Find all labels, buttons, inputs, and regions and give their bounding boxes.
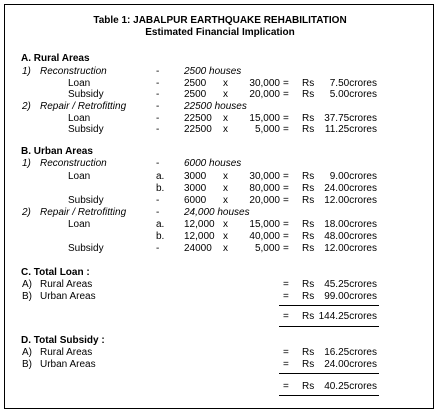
currency: Rs: [302, 381, 315, 392]
table-subtitle: Estimated Financial Implication: [145, 27, 295, 38]
times: x: [223, 195, 228, 206]
item-number: 1): [22, 66, 31, 77]
currency: Rs: [302, 291, 315, 302]
sub-index: b.: [156, 231, 165, 242]
amount: 12.00crores: [324, 195, 377, 206]
rate: 15,000: [249, 113, 280, 124]
dash: -: [156, 124, 160, 135]
amount: 5.00crores: [329, 89, 377, 100]
quantity: 22500: [184, 113, 212, 124]
quantity: 12,000: [184, 231, 215, 242]
times: x: [223, 89, 228, 100]
row-label: Rural Areas: [40, 279, 93, 290]
quantity: 12,000: [184, 219, 215, 230]
quantity: 6000: [184, 195, 207, 206]
equals: =: [283, 195, 289, 206]
amount: 99.00crores: [324, 291, 377, 302]
dash: -: [156, 195, 160, 206]
amount: 11.25crores: [324, 124, 377, 135]
amount: 37.75crores: [324, 113, 377, 124]
times: x: [223, 78, 228, 89]
equals: =: [283, 347, 289, 358]
equals: =: [283, 291, 289, 302]
rate: 30,000: [249, 171, 280, 182]
dash: -: [156, 113, 160, 124]
sub-index: a.: [156, 219, 165, 230]
currency: Rs: [302, 78, 315, 89]
quantity: 3000: [184, 171, 207, 182]
rate: 40,000: [249, 231, 280, 242]
equals: =: [283, 78, 289, 89]
equals: =: [283, 183, 289, 194]
quantity: 24000: [184, 243, 212, 254]
item-number: 1): [22, 158, 31, 169]
amount: 12.00crores: [324, 243, 377, 254]
rate: 30,000: [249, 78, 280, 89]
item-units: 24,000 houses: [184, 207, 250, 218]
quantity: 2500: [184, 89, 207, 100]
amount: 18.00crores: [324, 219, 377, 230]
rate: 80,000: [249, 183, 280, 194]
dash: -: [156, 66, 160, 77]
row-label: Loan: [68, 113, 91, 124]
item-units: 22500 houses: [184, 101, 247, 112]
currency: Rs: [302, 113, 315, 124]
amount: 9.00crores: [329, 171, 377, 182]
rate: 5,000: [254, 243, 280, 254]
row-label: Subsidy: [68, 243, 104, 254]
sub-index: a.: [156, 171, 165, 182]
currency: Rs: [302, 231, 315, 242]
section-d-heading: D. Total Subsidy :: [21, 335, 105, 346]
section-c-heading: C. Total Loan :: [21, 267, 90, 278]
amount: 24.00crores: [324, 183, 377, 194]
quantity: 3000: [184, 183, 207, 194]
equals: =: [283, 124, 289, 135]
item-number: B): [22, 359, 32, 370]
total-amount: 144.25crores: [318, 311, 377, 322]
rate: 15,000: [249, 219, 280, 230]
item-number: B): [22, 291, 32, 302]
item-label: Repair / Retrofitting: [40, 207, 127, 218]
total-rule-bottom: [279, 326, 379, 327]
equals: =: [283, 381, 289, 392]
item-number: 2): [22, 207, 31, 218]
total-rule-top: [279, 305, 379, 306]
equals: =: [283, 279, 289, 290]
times: x: [223, 231, 228, 242]
times: x: [223, 183, 228, 194]
amount: 48.00crores: [324, 231, 377, 242]
dash: -: [156, 101, 160, 112]
equals: =: [283, 113, 289, 124]
quantity: 22500: [184, 124, 212, 135]
rate: 20,000: [249, 89, 280, 100]
amount: 45.25crores: [324, 279, 377, 290]
section-b-heading: B. Urban Areas: [21, 146, 93, 157]
row-label: Loan: [68, 171, 91, 182]
sub-index: b.: [156, 183, 165, 194]
dash: -: [156, 158, 160, 169]
item-number: 2): [22, 101, 31, 112]
times: x: [223, 219, 228, 230]
currency: Rs: [302, 279, 315, 290]
equals: =: [283, 311, 289, 322]
equals: =: [283, 89, 289, 100]
dash: -: [156, 207, 160, 218]
item-label: Repair / Retrofitting: [40, 101, 127, 112]
item-label: Reconstruction: [40, 66, 107, 77]
times: x: [223, 171, 228, 182]
dash: -: [156, 243, 160, 254]
dash: -: [156, 89, 160, 100]
item-units: 2500 houses: [184, 66, 242, 77]
row-label: Rural Areas: [40, 347, 93, 358]
equals: =: [283, 231, 289, 242]
table-title: Table 1: JABALPUR EARTHQUAKE REHABILITATION: [93, 15, 347, 26]
currency: Rs: [302, 89, 315, 100]
row-label: Loan: [68, 78, 91, 89]
times: x: [223, 113, 228, 124]
currency: Rs: [302, 347, 315, 358]
row-label: Subsidy: [68, 124, 104, 135]
times: x: [223, 243, 228, 254]
currency: Rs: [302, 183, 315, 194]
equals: =: [283, 171, 289, 182]
section-a-heading: A. Rural Areas: [21, 53, 90, 64]
amount: 24.00crores: [324, 359, 377, 370]
amount: 7.50crores: [329, 78, 377, 89]
row-label: Urban Areas: [40, 291, 96, 302]
row-label: Subsidy: [68, 89, 104, 100]
times: x: [223, 124, 228, 135]
currency: Rs: [302, 219, 315, 230]
currency: Rs: [302, 195, 315, 206]
equals: =: [283, 243, 289, 254]
rate: 20,000: [249, 195, 280, 206]
dash: -: [156, 78, 160, 89]
currency: Rs: [302, 124, 315, 135]
total-rule-bottom: [279, 395, 379, 396]
row-label: Subsidy: [68, 195, 104, 206]
currency: Rs: [302, 359, 315, 370]
row-label: Loan: [68, 219, 91, 230]
equals: =: [283, 219, 289, 230]
amount: 16.25crores: [324, 347, 377, 358]
total-rule-top: [279, 373, 379, 374]
item-units: 6000 houses: [184, 158, 242, 169]
rate: 5,000: [254, 124, 280, 135]
row-label: Urban Areas: [40, 359, 96, 370]
currency: Rs: [302, 243, 315, 254]
item-number: A): [22, 347, 32, 358]
item-number: A): [22, 279, 32, 290]
equals: =: [283, 359, 289, 370]
currency: Rs: [302, 171, 315, 182]
currency: Rs: [302, 311, 315, 322]
item-label: Reconstruction: [40, 158, 107, 169]
total-amount: 40.25crores: [324, 381, 377, 392]
quantity: 2500: [184, 78, 207, 89]
